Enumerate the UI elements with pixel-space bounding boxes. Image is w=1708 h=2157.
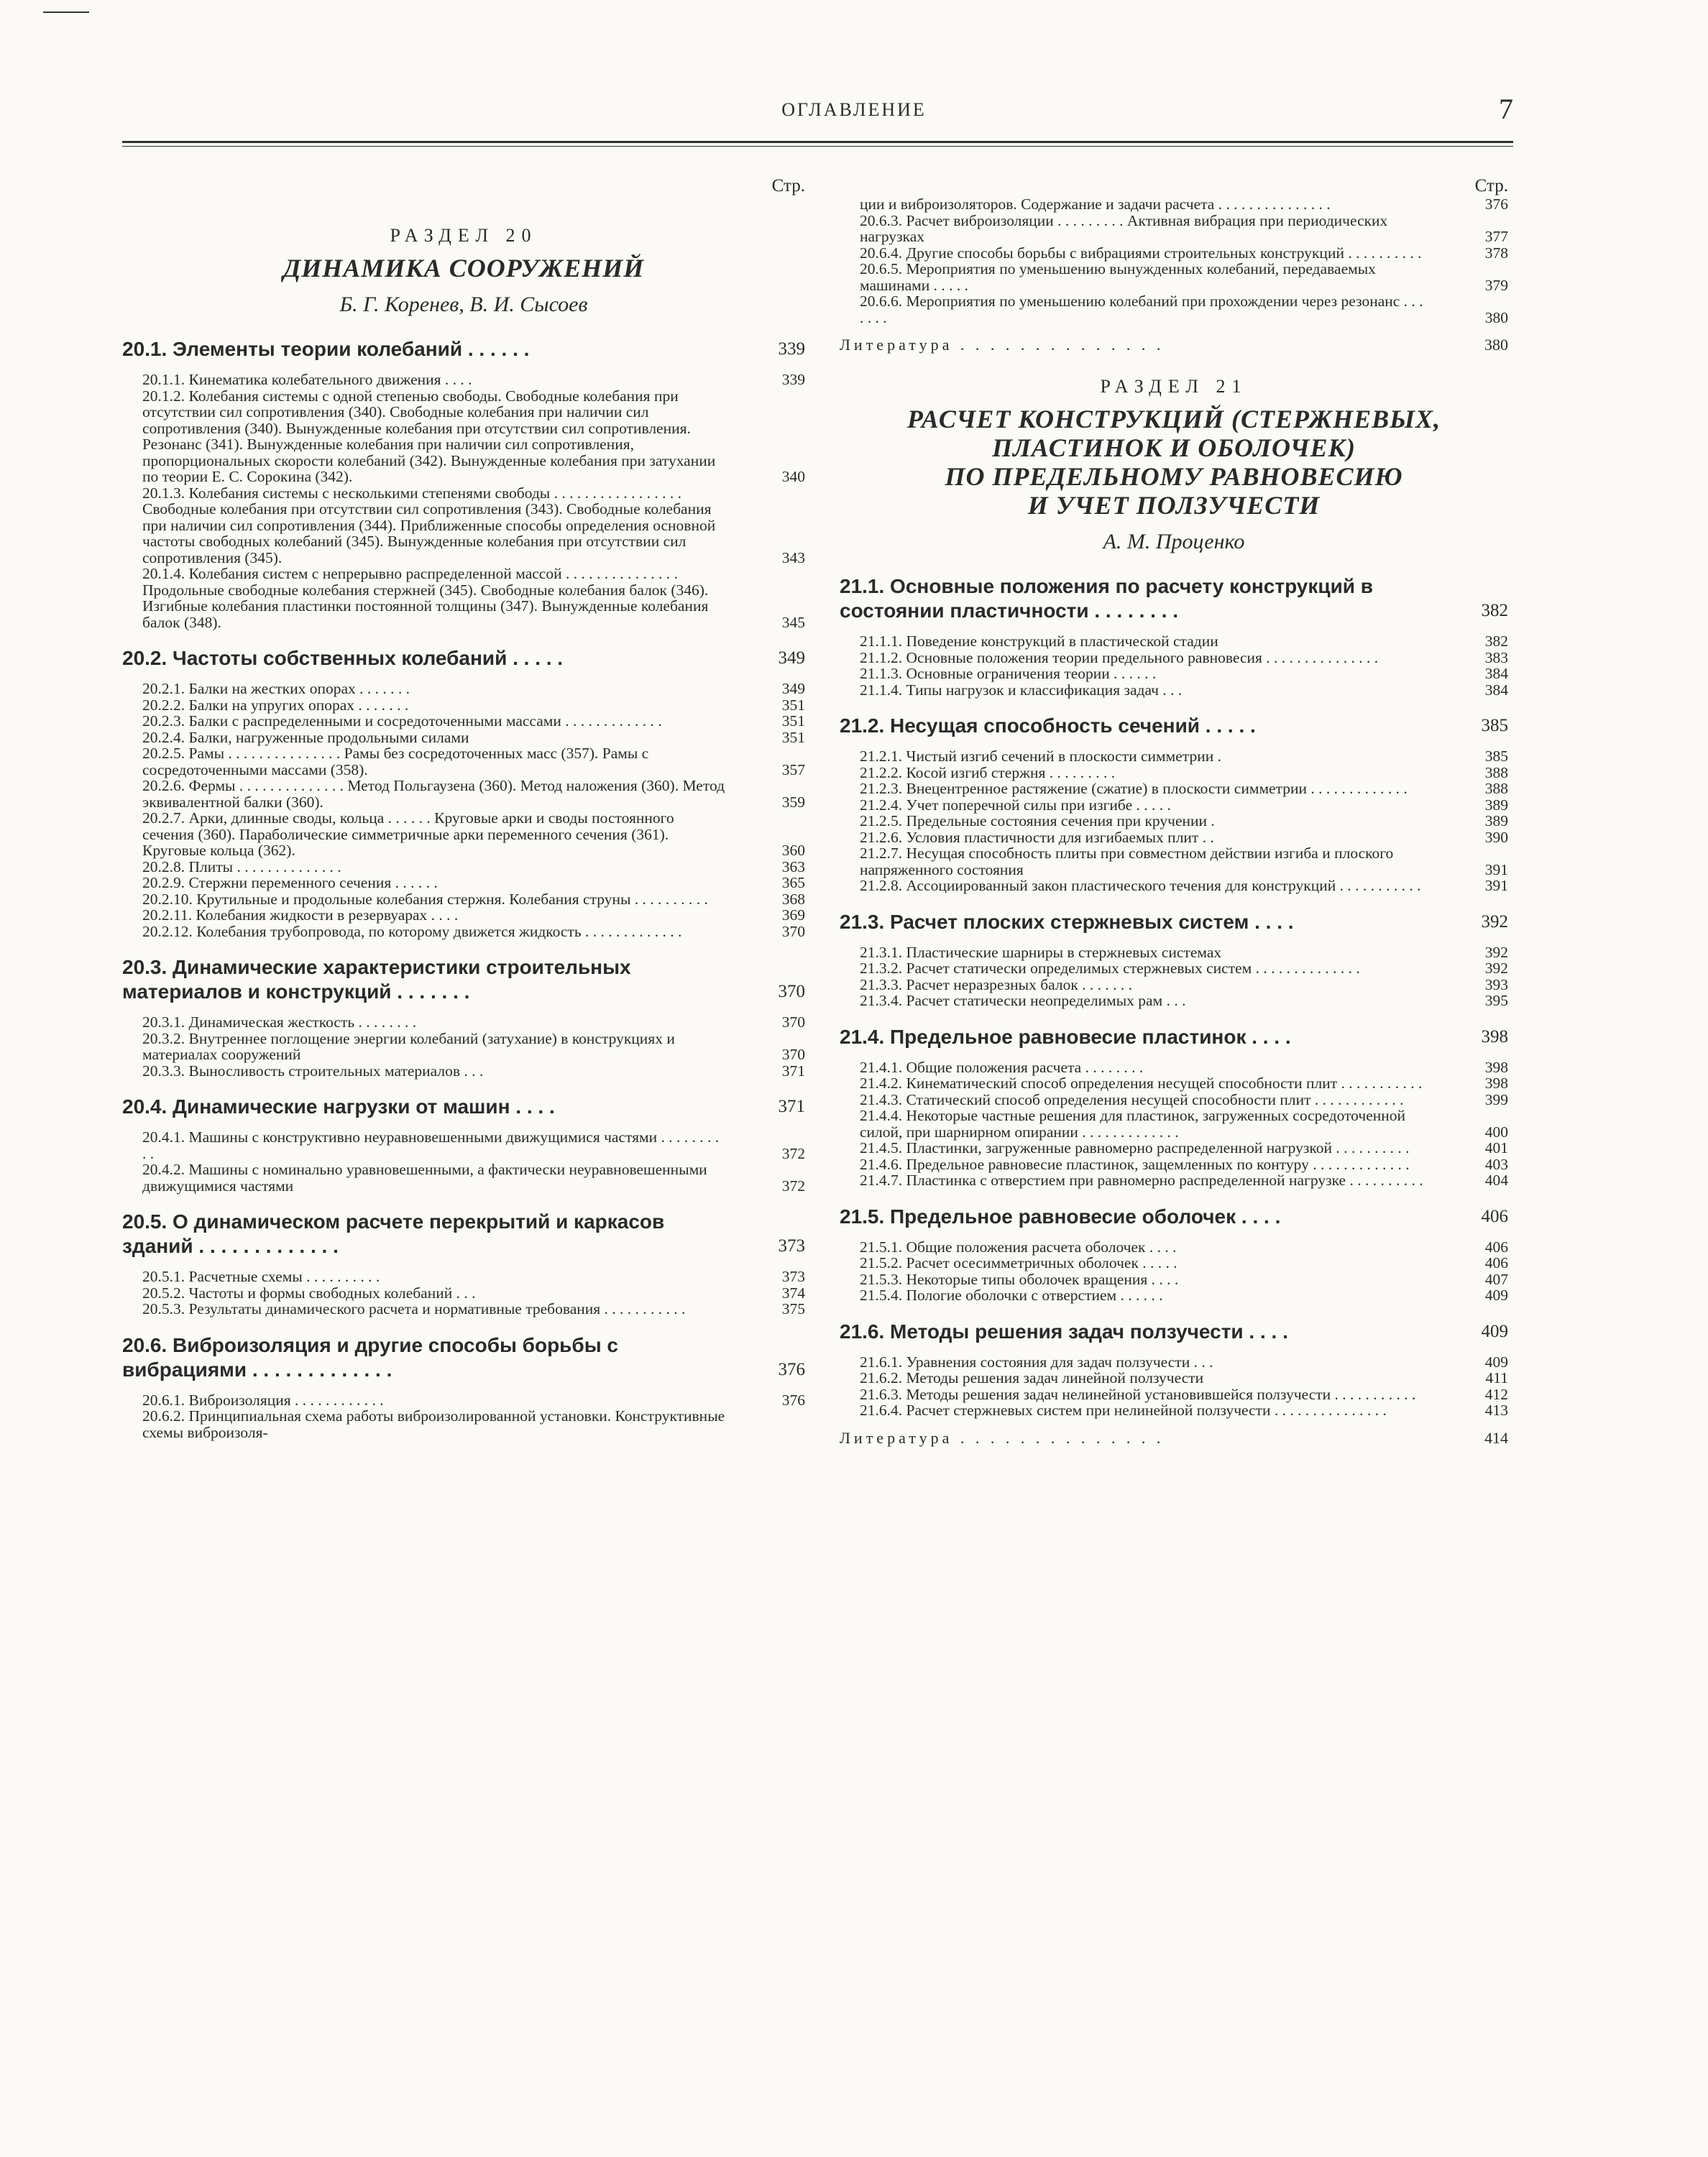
toc-item-page: 398 — [1484, 1075, 1508, 1092]
toc-item-text: 20.2.7. Арки, длинные своды, кольца . . . . . . Круговые арки и своды постоянного сечения (360). Параболические симметричные арки переменного сечения (361). Круговые кольца (362). — [142, 809, 674, 859]
toc-item[interactable] — [860, 666, 1508, 682]
toc-chapter-text: 20.3. Динамические характеристики строительных материалов и конструкций . . . . . . . — [122, 956, 631, 1003]
toc-item-page: 376 — [1484, 196, 1508, 213]
toc-item-text: 21.2.7. Несущая способность плиты при совместном действии изгиба и плоского напряженного состояния — [860, 845, 1394, 878]
toc-chapter-page: 373 — [778, 1236, 805, 1256]
toc-item[interactable] — [860, 293, 1508, 326]
toc-item-text: 21.2.1. Чистый изгиб сечений в плоскости симметрии . — [860, 748, 1221, 765]
toc-chapter-page: 339 — [778, 339, 805, 359]
toc-item-text: 20.3.1. Динамическая жесткость . . . . . . . . — [142, 1013, 417, 1031]
section-label: РАЗДЕЛ 21 — [1100, 376, 1248, 397]
toc-item-text: 20.2.9. Стержни переменного сечения . . . . . . — [142, 874, 438, 891]
toc-item[interactable] — [860, 245, 1508, 262]
toc-chapter-text: 20.4. Динамические нагрузки от машин . . . . — [122, 1095, 555, 1118]
section-title — [840, 405, 1508, 520]
toc-item-text: 21.6.3. Методы решения задач нелинейной установившейся ползучести . . . . . . . . . . . — [860, 1385, 1416, 1403]
toc-item-page: 374 — [781, 1284, 805, 1302]
literature-page: 380 — [1484, 336, 1508, 354]
toc-list — [840, 574, 1508, 1419]
toc-item[interactable] — [142, 778, 805, 810]
toc-item-page: 370 — [781, 922, 805, 940]
toc-item-text: 21.2.3. Внецентренное растяжение (сжатие) в плоскости симметрии . . . . . . . . . . . . . — [860, 780, 1408, 797]
toc-item[interactable] — [860, 1354, 1508, 1371]
toc-item-text: 20.5.1. Расчетные схемы . . . . . . . . . . — [142, 1268, 380, 1285]
toc-item[interactable] — [860, 781, 1508, 797]
toc-item[interactable] — [142, 730, 805, 746]
toc-item-text: 20.5.2. Частоты и формы свободных колебаний . . . — [142, 1284, 476, 1302]
toc-item[interactable] — [142, 1063, 805, 1080]
toc-item-text: 20.2.1. Балки на жестких опорах . . . . . . . — [142, 680, 410, 697]
toc-item-page: 388 — [1484, 763, 1508, 781]
toc-item[interactable] — [860, 1059, 1508, 1076]
toc-chapter-page: 382 — [1481, 601, 1508, 620]
toc-item[interactable] — [142, 388, 805, 485]
toc-item-text: 21.1.1. Поведение конструкций в пластической стадии — [860, 633, 1218, 650]
toc-item-page: 351 — [781, 712, 805, 730]
toc-item-page: 369 — [781, 906, 805, 924]
toc-item[interactable] — [142, 1269, 805, 1285]
toc-item-text: 21.6.1. Уравнения состояния для задач ползучести . . . — [860, 1353, 1213, 1371]
toc-chapter[interactable] — [122, 1210, 805, 1259]
toc-item-page: 409 — [1484, 1353, 1508, 1371]
toc-chapter-text: 21.5. Предельное равновесие оболочек . . . . — [840, 1205, 1281, 1228]
toc-chapter-page: 392 — [1481, 911, 1508, 932]
toc-item[interactable] — [860, 261, 1508, 293]
literature-label: Литература . . . . . . . . . . . . . . — [840, 1428, 1165, 1447]
toc-item-text: 20.3.2. Внутреннее поглощение энергии колебаний (затухание) в конструкциях и материалах сооружений — [142, 1029, 675, 1063]
section-title-line: ПЛАСТИНОК И ОБОЛОЧЕК) — [992, 433, 1356, 462]
toc-item-page: 412 — [1484, 1385, 1508, 1403]
toc-item[interactable] — [142, 713, 805, 730]
toc-item[interactable] — [860, 1370, 1508, 1386]
toc-item-text: 20.6.6. Мероприятия по уменьшению колебаний при прохождении через резонанс . . . . . . . — [860, 293, 1423, 326]
toc-chapter-text: 21.2. Несущая способность сечений . . . . . — [840, 714, 1256, 737]
toc-item[interactable] — [142, 891, 805, 908]
toc-item-text: 21.1.4. Типы нагрузок и классификация задач . . . — [860, 681, 1183, 699]
toc-item-text: 21.5.3. Некоторые типы оболочек вращения . . . . — [860, 1270, 1179, 1288]
toc-item-text: 21.2.2. Косой изгиб стержня . . . . . . . . . — [860, 763, 1116, 781]
toc-item-page: 413 — [1484, 1402, 1508, 1419]
toc-item[interactable] — [142, 924, 805, 940]
toc-item-page: 383 — [1484, 648, 1508, 666]
toc-item-text: 21.3.3. Расчет неразрезных балок . . . . . . . — [860, 975, 1133, 993]
toc-item-text: 21.4.1. Общие положения расчета . . . . . . . . — [860, 1058, 1144, 1076]
toc-item[interactable] — [860, 977, 1508, 993]
toc-item[interactable] — [142, 745, 805, 778]
toc-item-text: 21.3.4. Расчет статически неопределимых рам . . . — [860, 992, 1186, 1009]
toc-item-text: 21.2.8. Ассоциированный закон пластического течения для конструкций . . . . . . . . . . . — [860, 877, 1421, 894]
section-title-line: РАСЧЕТ КОНСТРУКЦИЙ (СТЕРЖНЕВЫХ, — [906, 405, 1441, 433]
toc-item-page: 382 — [1484, 633, 1508, 650]
toc-item-text: 20.3.3. Выносливость строительных материалов . . . — [142, 1062, 484, 1080]
toc-item[interactable] — [860, 1255, 1508, 1271]
toc-item-text: 20.2.3. Балки с распределенными и сосредоточенными массами . . . . . . . . . . . . . — [142, 712, 662, 730]
toc-chapter-text: 21.4. Предельное равновесие пластинок . . . . — [840, 1025, 1291, 1048]
toc-item[interactable] — [860, 1108, 1508, 1140]
toc-item[interactable] — [142, 810, 805, 859]
toc-item-page: 389 — [1484, 796, 1508, 814]
toc-item-text: 21.5.4. Пологие оболочки с отверстием . . . . . . — [860, 1287, 1163, 1304]
toc-chapter-page: 406 — [1481, 1206, 1508, 1226]
toc-item[interactable] — [860, 797, 1508, 814]
toc-item-page: 340 — [781, 468, 805, 485]
toc-chapter-page: 398 — [1481, 1026, 1508, 1047]
section-title: ДИНАМИКА СООРУЖЕНИЙ — [283, 254, 645, 282]
toc-item[interactable] — [142, 1408, 805, 1440]
toc-item-page: 376 — [781, 1391, 805, 1409]
toc-item-text: 21.3.1. Пластические шарниры в стержневых системах — [860, 943, 1222, 961]
toc-item-text: 20.1.2. Колебания системы с одной степенью свободы. Свободные колебания при отсутствии сил сопротивления (340). Свободные колебания при наличии сил сопротивления (340). Вынужденные колебания при отсутствии сил сопротивления. Резонанс (341). Вынужденные колебания при наличии сил сопротивления, пропорциональных скорости колебаний (342). Вынужденные колебания при затухании по теории Е. С. Сорокина (342). — [142, 387, 716, 485]
toc-item-page: 407 — [1484, 1270, 1508, 1288]
toc-item[interactable] — [860, 650, 1508, 666]
toc-item[interactable] — [142, 372, 805, 388]
toc-item-text: 20.4.1. Машины с конструктивно неуравновешенными движущимися частями . . . . . . . . . . — [142, 1128, 720, 1162]
toc-item-page: 351 — [781, 728, 805, 746]
toc-item-page: 368 — [781, 890, 805, 908]
toc-item[interactable] — [860, 960, 1508, 977]
toc-item[interactable] — [860, 1386, 1508, 1403]
toc-item[interactable] — [860, 765, 1508, 781]
toc-item-page: 379 — [1484, 276, 1508, 294]
toc-item-page: 409 — [1484, 1287, 1508, 1304]
toc-item[interactable] — [142, 1301, 805, 1317]
toc-item-page: 388 — [1484, 780, 1508, 797]
toc-item-page: 392 — [1484, 960, 1508, 977]
toc-item-page: 363 — [781, 857, 805, 875]
toc-item[interactable] — [860, 1271, 1508, 1288]
toc-item[interactable] — [860, 845, 1508, 878]
toc-item-page: 406 — [1484, 1238, 1508, 1256]
toc-chapter[interactable] — [122, 337, 805, 362]
toc-item[interactable] — [142, 1162, 805, 1194]
running-header: ОГЛАВЛЕНИЕ — [781, 99, 927, 120]
literature-entry[interactable] — [840, 336, 1508, 354]
toc-item-text: 21.4.4. Некоторые частные решения для пластинок, загруженных сосредоточенной силой, при шарнирном опирании . . . . . . . . . . . . . — [860, 1107, 1405, 1141]
toc-item-page: 349 — [781, 680, 805, 697]
toc-chapter-page: 409 — [1481, 1321, 1508, 1341]
toc-item[interactable] — [860, 1239, 1508, 1256]
right-column — [840, 176, 1508, 1448]
toc-chapter-text: 20.2. Частоты собственных колебаний . . . . . — [122, 647, 564, 669]
toc-item-text: 20.2.6. Фермы . . . . . . . . . . . . . . Метод Польгаузена (360). Метод наложения (360). Метод эквивалентной балки (360). — [142, 777, 725, 811]
toc-item-page: 373 — [781, 1268, 805, 1285]
toc-item-page: 401 — [1484, 1139, 1508, 1156]
toc-item[interactable] — [142, 681, 805, 697]
toc-item-text: 20.1.3. Колебания системы с несколькими степенями свободы . . . . . . . . . . . . . . . . . Свободные колебания при отсутствии сил сопротивления (343). Свободные колебания при наличии сил сопротивления (344). Приближенные способы определения основной частоты свободных колебаний (345). Вынужденные колебания при отсутствии сил сопротивления (345). — [142, 484, 716, 566]
toc-item[interactable] — [860, 682, 1508, 699]
toc-item-page: 377 — [1484, 228, 1508, 245]
toc-item-page: 339 — [781, 371, 805, 388]
toc-list — [122, 337, 805, 1440]
toc-item-text: 21.1.2. Основные положения теории предельного равновесия . . . . . . . . . . . . . . . — [860, 648, 1379, 666]
toc-item-text: 21.4.2. Кинематический способ определения несущей способности плит . . . . . . . . . . . — [860, 1075, 1423, 1092]
section-title-line: И УЧЕТ ПОЛЗУЧЕСТИ — [1027, 491, 1321, 520]
toc-item-text: 20.6.1. Виброизоляция . . . . . . . . . . . . — [142, 1391, 384, 1409]
toc-chapter[interactable] — [122, 1333, 805, 1382]
toc-item[interactable] — [860, 1140, 1508, 1156]
toc-item[interactable] — [142, 1014, 805, 1031]
toc-item-text: 21.5.1. Общие положения расчета оболочек . . . . — [860, 1238, 1177, 1256]
toc-item-page: 360 — [781, 842, 805, 859]
toc-item-text: 20.5.3. Результаты динамического расчета и нормативные требования . . . . . . . . . . . — [142, 1300, 686, 1317]
page-column-label: Стр. — [1474, 176, 1508, 196]
section-title-line: ПО ПРЕДЕЛЬНОМУ РАВНОВЕСИЮ — [945, 462, 1403, 491]
section-authors: Б. Г. Коренев, В. И. Сысоев — [339, 293, 588, 316]
toc-item-page: 372 — [781, 1177, 805, 1195]
toc-chapter-page: 349 — [778, 648, 805, 668]
toc-chapter-text: 21.3. Расчет плоских стержневых систем . . . . — [840, 910, 1294, 933]
toc-item-text: 21.6.4. Расчет стержневых систем при нелинейной ползучести . . . . . . . . . . . . . . . — [860, 1402, 1387, 1419]
toc-item-text: 21.2.5. Предельные состояния сечения при кручении . — [860, 812, 1215, 829]
toc-item-page: 399 — [1484, 1090, 1508, 1108]
toc-chapter-page: 371 — [778, 1097, 805, 1116]
toc-item-page: 406 — [1484, 1254, 1508, 1271]
toc-item[interactable] — [142, 859, 805, 875]
toc-item[interactable] — [142, 1392, 805, 1409]
toc-item-page: 357 — [781, 760, 805, 778]
toc-item-text: 21.4.7. Пластинка с отверстием при равномерно распределенной нагрузке . . . . . . . . . . — [860, 1172, 1423, 1189]
toc-item-page: 378 — [1484, 244, 1508, 262]
toc-item-text: 20.6.2. Принципиальная схема работы виброизолированной установки. Конструктивные схемы виброизоля- — [142, 1407, 725, 1441]
toc-item-page: 343 — [781, 548, 805, 566]
toc-item[interactable] — [860, 878, 1508, 894]
toc-chapter[interactable] — [122, 646, 805, 671]
toc-item[interactable] — [860, 213, 1508, 245]
toc-item-text: 20.6.3. Расчет виброизоляции . . . . . . . . . Активная вибрация при периодических нагрузках — [860, 211, 1388, 245]
toc-item-text: 20.2.11. Колебания жидкости в резервуарах . . . . — [142, 906, 459, 924]
toc-item[interactable] — [860, 1156, 1508, 1173]
toc-chapter-page: 376 — [778, 1359, 805, 1379]
toc-item-text: 20.2.5. Рамы . . . . . . . . . . . . . . . Рамы без сосредоточенных масс (357). Рамы с сосредоточенными массами (358). — [142, 745, 649, 778]
toc-item-text: 20.2.2. Балки на упругих опорах . . . . . . . — [142, 696, 409, 714]
toc-item-page: 370 — [781, 1046, 805, 1063]
toc-item-text: 20.2.10. Крутильные и продольные колебания стержня. Колебания струны . . . . . . . . . . — [142, 890, 708, 908]
toc-item[interactable] — [860, 993, 1508, 1009]
toc-item-text: 21.4.6. Предельное равновесие пластинок, защемленных по контуру . . . . . . . . . . . . . — [860, 1155, 1410, 1173]
toc-item-page: 389 — [1484, 812, 1508, 829]
toc-chapter[interactable] — [122, 1095, 805, 1119]
toc-item-page: 359 — [781, 793, 805, 811]
toc-chapter-text: 20.1. Элементы теории колебаний . . . . . . — [122, 338, 530, 360]
toc-chapter-text: 21.6. Методы решения задач ползучести . . . . — [840, 1320, 1288, 1343]
toc-item-page: 393 — [1484, 975, 1508, 993]
toc-chapter[interactable] — [840, 1205, 1508, 1229]
toc-chapter[interactable] — [840, 1320, 1508, 1344]
toc-item-text: 21.2.4. Учет поперечной силы при изгибе . . . . . — [860, 796, 1171, 814]
toc-item-page: 375 — [781, 1300, 805, 1317]
toc-item-page: 391 — [1484, 877, 1508, 894]
toc-chapter-page: 370 — [778, 982, 805, 1001]
section-authors: А. М. Проценко — [1103, 530, 1245, 553]
toc-item[interactable] — [860, 1092, 1508, 1108]
toc-item-text: 21.4.3. Статический способ определения несущей способности плит . . . . . . . . . . . . — [860, 1090, 1404, 1108]
toc-item-page: 384 — [1484, 665, 1508, 682]
toc-item-text: 20.2.12. Колебания трубопровода, по которому движется жидкость . . . . . . . . . . . . . — [142, 922, 682, 940]
toc-item[interactable] — [142, 1031, 805, 1063]
literature-label: Литература . . . . . . . . . . . . . . — [840, 336, 1165, 354]
toc-chapter[interactable] — [840, 714, 1508, 738]
section-label: РАЗДЕЛ 20 — [390, 225, 538, 246]
literature-page: 414 — [1484, 1428, 1508, 1447]
toc-chapter[interactable] — [122, 955, 805, 1004]
toc-item-text: 20.6.4. Другие способы борьбы с вибрациями строительных конструкций . . . . . . . . . . — [860, 244, 1422, 262]
toc-chapter[interactable] — [840, 574, 1508, 623]
toc-item-text: 21.2.6. Условия пластичности для изгибаемых плит . . — [860, 828, 1214, 846]
toc-item[interactable] — [860, 196, 1508, 213]
toc-item-page: 411 — [1485, 1369, 1508, 1386]
toc-item-page: 403 — [1484, 1155, 1508, 1173]
toc-item-text: 20.1.1. Кинематика колебательного движения . . . . — [142, 371, 472, 388]
toc-item[interactable] — [142, 875, 805, 891]
toc-chapter-text: 20.5. О динамическом расчете перекрытий и каркасов зданий . . . . . . . . . . . . . — [122, 1210, 665, 1257]
toc-chapter-text: 20.6. Виброизоляция и другие способы борьбы с вибрациями . . . . . . . . . . . . . — [122, 1333, 618, 1381]
toc-item[interactable] — [860, 1402, 1508, 1419]
header-rule-thin — [122, 146, 1513, 147]
left-column — [122, 176, 805, 1440]
toc-item-text: 20.6.5. Мероприятия по уменьшению вынужденных колебаний, передаваемых машинами . . . . . — [860, 260, 1376, 294]
toc-item[interactable] — [142, 566, 805, 630]
toc-item[interactable] — [860, 1075, 1508, 1092]
toc-item-text: 21.1.3. Основные ограничения теории . . . . . . — [860, 665, 1157, 682]
toc-item[interactable] — [860, 748, 1508, 765]
toc-item-page: 365 — [781, 874, 805, 891]
header-rule — [122, 141, 1513, 143]
toc-item-text: 21.5.2. Расчет осесимметричных оболочек . . . . . — [860, 1254, 1177, 1271]
toc-item-page: 385 — [1484, 748, 1508, 765]
toc-item-text: ции и виброизоляторов. Содержание и задачи расчета . . . . . . . . . . . . . . . — [860, 196, 1331, 213]
toc-item[interactable] — [142, 485, 805, 566]
literature-entry[interactable] — [840, 1429, 1508, 1448]
toc-item[interactable] — [860, 1172, 1508, 1189]
toc-item[interactable] — [860, 1287, 1508, 1304]
toc-item-page: 345 — [781, 613, 805, 631]
toc-item-page: 384 — [1484, 681, 1508, 699]
toc-item-page: 392 — [1484, 943, 1508, 961]
toc-item-page: 398 — [1484, 1058, 1508, 1076]
toc-item-page: 372 — [781, 1144, 805, 1162]
toc-item-text: 21.6.2. Методы решения задач линейной ползучести — [860, 1369, 1204, 1386]
toc-item-page: 390 — [1484, 828, 1508, 846]
toc-item[interactable] — [142, 1129, 805, 1162]
toc-chapter[interactable] — [840, 1025, 1508, 1049]
toc-item-text: 20.2.8. Плиты . . . . . . . . . . . . . . — [142, 857, 341, 875]
toc-item-text: 21.4.5. Пластинки, загруженные равномерно распределенной нагрузкой . . . . . . . . . . — [860, 1139, 1410, 1156]
toc-continued-list — [840, 196, 1508, 326]
page-column-label: Стр. — [771, 176, 805, 196]
toc-item[interactable] — [860, 829, 1508, 846]
toc-item-page: 400 — [1484, 1123, 1508, 1141]
toc-item-page: 395 — [1484, 992, 1508, 1009]
toc-item[interactable] — [860, 944, 1508, 961]
toc-item[interactable] — [142, 697, 805, 714]
toc-item-text: 20.2.4. Балки, нагруженные продольными силами — [142, 728, 469, 746]
toc-item-page: 370 — [781, 1013, 805, 1031]
toc-item[interactable] — [142, 1285, 805, 1302]
corner-mark — [43, 12, 89, 13]
toc-item-page: 391 — [1484, 860, 1508, 878]
toc-chapter-text: 21.1. Основные положения по расчету конструкций в состоянии пластичности . . . . . . . . — [840, 575, 1374, 622]
toc-item[interactable] — [860, 813, 1508, 829]
toc-item-page: 380 — [1484, 308, 1508, 326]
toc-item-text: 21.3.2. Расчет статически определимых стержневых систем . . . . . . . . . . . . . . — [860, 960, 1360, 977]
toc-chapter-page: 385 — [1481, 716, 1508, 735]
page-number: 7 — [1499, 93, 1513, 125]
toc-item-text: 20.1.4. Колебания систем с непрерывно распределенной массой . . . . . . . . . . . . . . . Продольные свободные колебания стержней (345). Свободные колебания балок (346). Изгибные колебания пластинки постоянной толщины (347). Вынужденные колебания балок (348). — [142, 565, 709, 631]
toc-chapter[interactable] — [840, 910, 1508, 934]
toc-item-page: 404 — [1484, 1172, 1508, 1189]
toc-item[interactable] — [860, 633, 1508, 650]
toc-item-text: 20.4.2. Машины с номинально уравновешенными, а фактически неуравновешенными движущимися частями — [142, 1161, 707, 1195]
toc-item-page: 351 — [781, 696, 805, 714]
toc-item-page: 371 — [781, 1062, 805, 1080]
toc-item[interactable] — [142, 907, 805, 924]
